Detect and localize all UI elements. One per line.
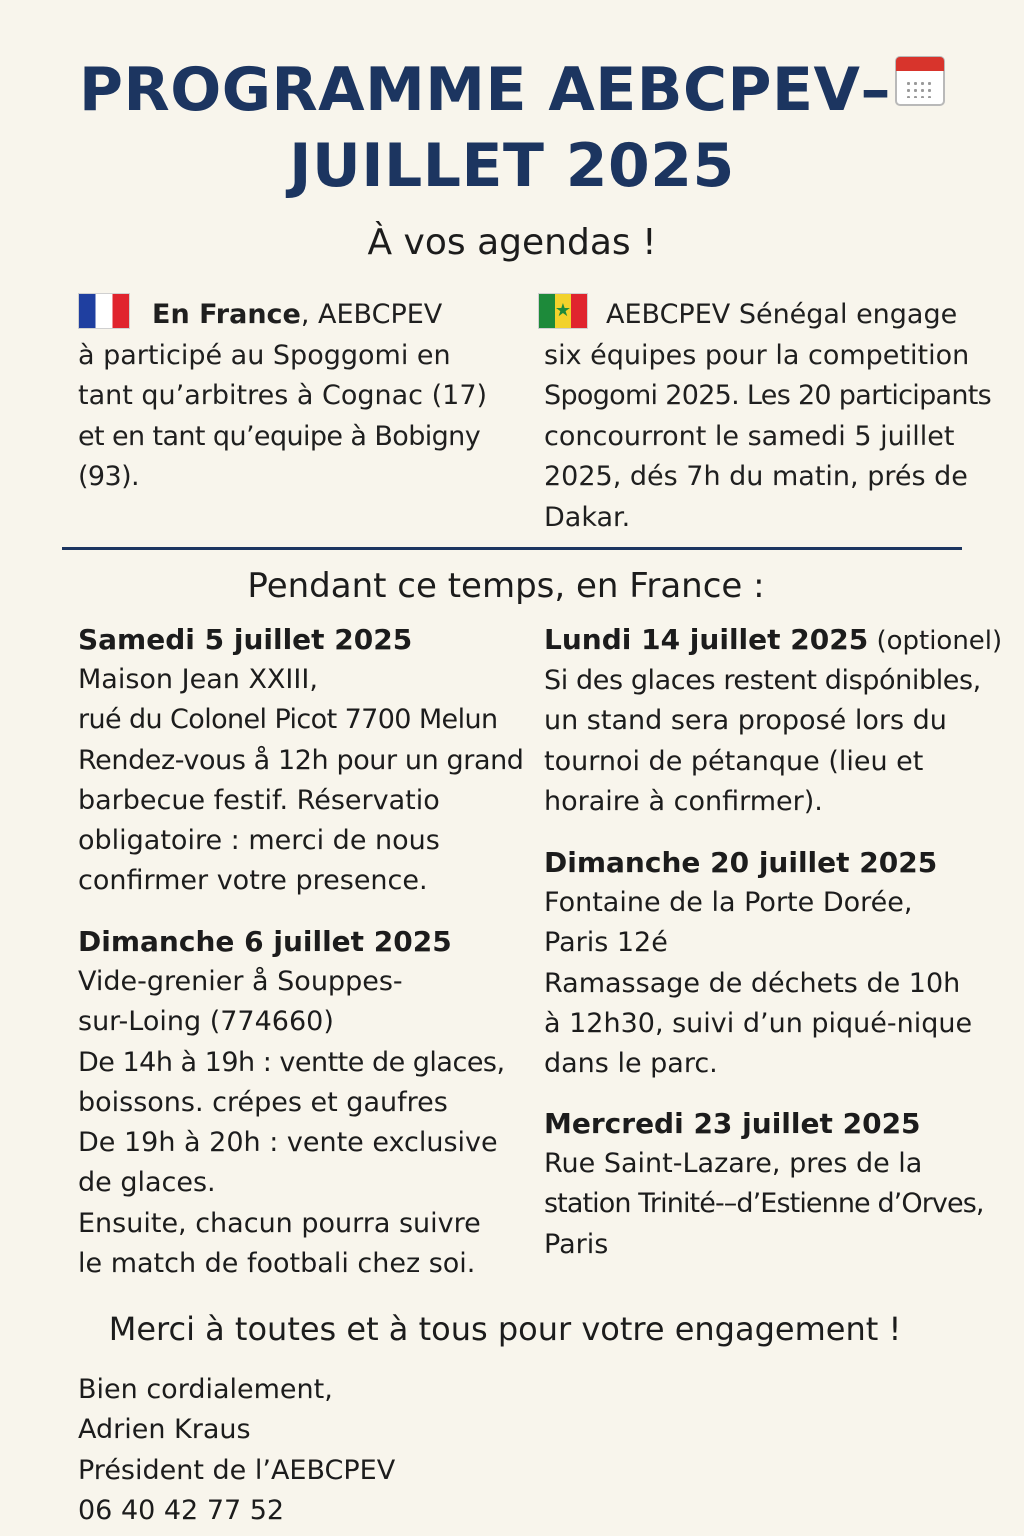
- event-date: Mercredi 23 juillet 2025: [544, 1107, 921, 1140]
- event-line: à 12h30, suivi d’un piqué-nique: [544, 1007, 973, 1039]
- event-sun20: [544, 843, 972, 1084]
- title-line-2: JUILLET 2025: [289, 131, 735, 201]
- event-date: Lundi 14 juillet 2025 (optionel): [544, 623, 1003, 656]
- intro-france: [78, 293, 528, 498]
- senegal-flag-icon: [538, 293, 588, 329]
- thanks-message: Merci à toutes et à tous pour votre engagement !: [108, 1310, 902, 1348]
- event-line: Paris 12é: [544, 927, 668, 959]
- section-title: Pendant ce temps, en France :: [247, 566, 765, 606]
- event-line: horaire à confirmer).: [544, 785, 823, 817]
- intro-senegal: [544, 293, 994, 538]
- intro-senegal-line1: AEBCPEV Sénégal engage: [606, 299, 958, 330]
- france-flag-icon: [78, 293, 130, 329]
- intro-senegal-line: six équipes pour la competition: [544, 339, 970, 371]
- event-line: de glaces.: [78, 1167, 216, 1199]
- event-line: De 14h à 19h : ventte de glaces,: [78, 1046, 505, 1078]
- event-line: Rendez-vous å 12h pour un grand: [78, 744, 524, 776]
- event-line: tournoi de pétanque (lieu et: [544, 745, 924, 777]
- signature-line: 06 40 42 77 52: [78, 1494, 285, 1526]
- event-line: Ensuite, chacun pourra suivre: [78, 1207, 481, 1239]
- event-line: obligatoire : merci de nous: [78, 825, 440, 857]
- event-wed23: [544, 1104, 984, 1265]
- event-line: rué du Colonel Picot 7700 Melun: [78, 704, 498, 736]
- event-line: Vide-grenier å Souppes-: [78, 966, 403, 997]
- event-mon14: [544, 620, 1002, 822]
- event-line: un stand sera proposé lors du: [544, 705, 947, 737]
- event-note: (optionel): [868, 626, 1003, 656]
- section-divider: [62, 547, 962, 550]
- event-line: Si des glaces restent dispónibles,: [544, 665, 981, 696]
- event-line: Fontaine de la Porte Dorée,: [544, 887, 913, 918]
- intro-france-first-line: [78, 293, 528, 336]
- signature-line: Bien cordialement,: [78, 1374, 333, 1405]
- event-line: dans le parc.: [544, 1048, 718, 1080]
- intro-france-bold: En France: [152, 299, 301, 330]
- event-date: Dimanche 6 juillet 2025: [78, 925, 452, 958]
- event-date: Dimanche 20 juillet 2025: [544, 846, 938, 879]
- title-line-1: PROGRAMME AEBCPEV–: [0, 52, 1024, 128]
- event-line: confirmer votre presence.: [78, 865, 428, 897]
- event-line: De 19h à 20h : vente exclusive: [78, 1127, 498, 1159]
- event-line: barbecue festif. Réservatio: [78, 784, 440, 816]
- event-sat5: [78, 620, 524, 902]
- intro-senegal-line: 2025, dés 7h du matin, prés de: [544, 461, 968, 492]
- event-line: Paris: [544, 1228, 609, 1260]
- intro-france-line1-rest: , AEBCPEV: [300, 299, 443, 330]
- event-line: station Trinité-–d’Estienne d’Orves,: [544, 1188, 984, 1220]
- event-line: Maison Jean XXIII,: [78, 664, 318, 695]
- event-line: Rue Saint-Lazare, pres de la: [544, 1148, 923, 1179]
- intro-senegal-line: concourront le samedi 5 juillet: [544, 420, 955, 452]
- subtitle: À vos agendas !: [367, 222, 657, 263]
- event-line: sur-Loing (774660): [78, 1006, 334, 1038]
- signature-line: Adrien Kraus: [78, 1414, 251, 1446]
- event-line: le match de footbali chez soi.: [78, 1248, 476, 1280]
- intro-senegal-line: Dakar.: [544, 501, 631, 533]
- event-line: boissons. crépes et gaufres: [78, 1086, 448, 1118]
- event-date: Samedi 5 juillet 2025: [78, 623, 413, 656]
- intro-france-line: et en tant qu’equipe à Bobigny (93).: [78, 420, 481, 492]
- event-line: Ramassage de déchets de 10h: [544, 967, 961, 999]
- event-sun6: [78, 922, 505, 1284]
- signature-block: [78, 1370, 395, 1531]
- intro-senegal-line: Spogomi 2025. Les 20 participants: [544, 380, 992, 411]
- intro-senegal-first-line: [544, 293, 994, 336]
- intro-france-line: tant qu’arbitres à Cognac (17): [78, 380, 488, 411]
- calendar-icon: [895, 56, 945, 106]
- intro-france-line: à participé au Spoggomi en: [78, 339, 451, 371]
- signature-line: Président de l’AEBCPEV: [78, 1454, 396, 1486]
- page-title: [0, 52, 1024, 204]
